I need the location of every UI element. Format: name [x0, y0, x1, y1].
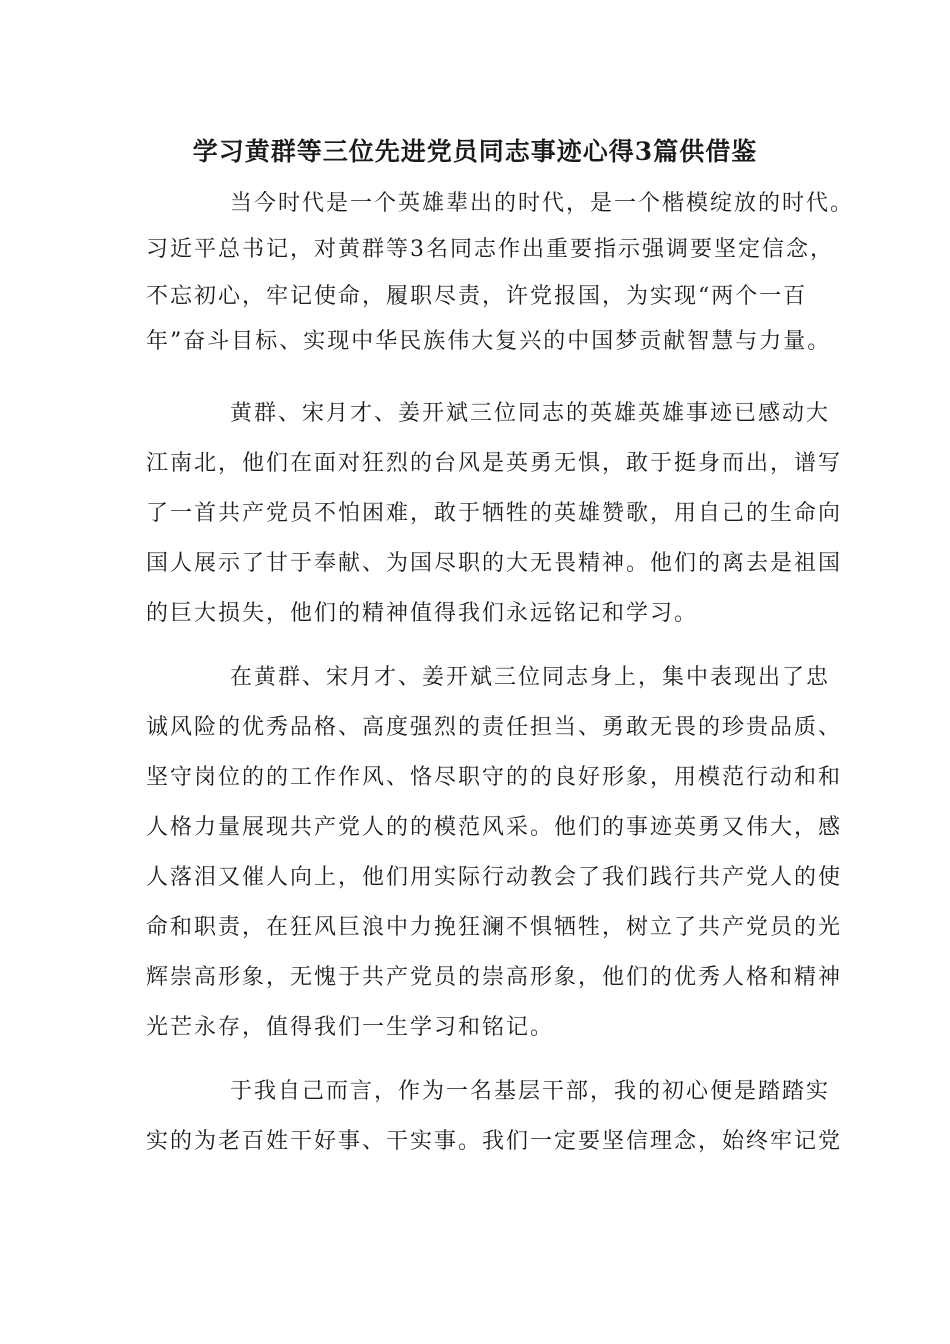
paragraph-line: 当今时代是一个英雄辈出的时代，是一个楷模绽放的时代。	[230, 191, 855, 216]
paragraph-line: 于我自己而言，作为一名基层干部，我的初心便是踏踏实	[230, 1079, 831, 1104]
paragraph-line: 人落泪又催人向上，他们用实际行动教会了我们践行共产党人的使	[146, 865, 843, 890]
paragraph-line: 国人展示了甘于奉献、为国尽职的大无畏精神。他们的离去是祖国	[146, 551, 843, 576]
paragraph-line: 习近平总书记，对黄群等3名同志作出重要指示强调要坚定信念，	[146, 237, 834, 262]
paragraph-line: 光芒永存，值得我们一生学习和铭记。	[146, 1015, 555, 1040]
paragraph-line: 辉崇高形象，无愧于共产党员的崇高形象，他们的优秀人格和精神	[146, 965, 843, 990]
paragraph-line: 坚守岗位的的工作作风、恪尽职守的的良好形象，用模范行动和和	[146, 765, 843, 790]
paragraph-line: 不忘初心，牢记使命，履职尽责，许党报国，为实现“两个一百	[146, 284, 808, 309]
paragraph-line: 的巨大损失，他们的精神值得我们永远铭记和学习。	[146, 601, 699, 626]
paragraph-line: 诚风险的优秀品格、高度强烈的责任担当、勇敢无畏的珍贵品质、	[146, 715, 843, 740]
paragraph-line: 黄群、宋月才、姜开斌三位同志的英雄英雄事迹已感动大	[230, 401, 831, 426]
paragraph-line: 人格力量展现共产党人的的模范风采。他们的事迹英勇又伟大，感	[146, 815, 843, 840]
paragraph-line: 在黄群、宋月才、姜开斌三位同志身上，集中表现出了忠	[230, 665, 831, 690]
paragraph-line: 实的为老百姓干好事、干实事。我们一定要坚信理念，始终牢记党	[146, 1129, 843, 1154]
paragraph-line: 江南北，他们在面对狂烈的台风是英勇无惧，敢于挺身而出，谱写	[146, 451, 843, 476]
paragraph-line: 命和职责，在狂风巨浪中力挽狂澜不惧牺牲，树立了共产党员的光	[146, 915, 843, 940]
document-title: 学习黄群等三位先进党员同志事迹心得3篇供借鉴	[192, 137, 758, 166]
paragraph-line: 了一首共产党员不怕困难，敢于牺牲的英雄赞歌，用自己的生命向	[146, 501, 843, 526]
paragraph-line: 年”奋斗目标、实现中华民族伟大复兴的中国梦贡献智慧与力量。	[146, 329, 832, 354]
